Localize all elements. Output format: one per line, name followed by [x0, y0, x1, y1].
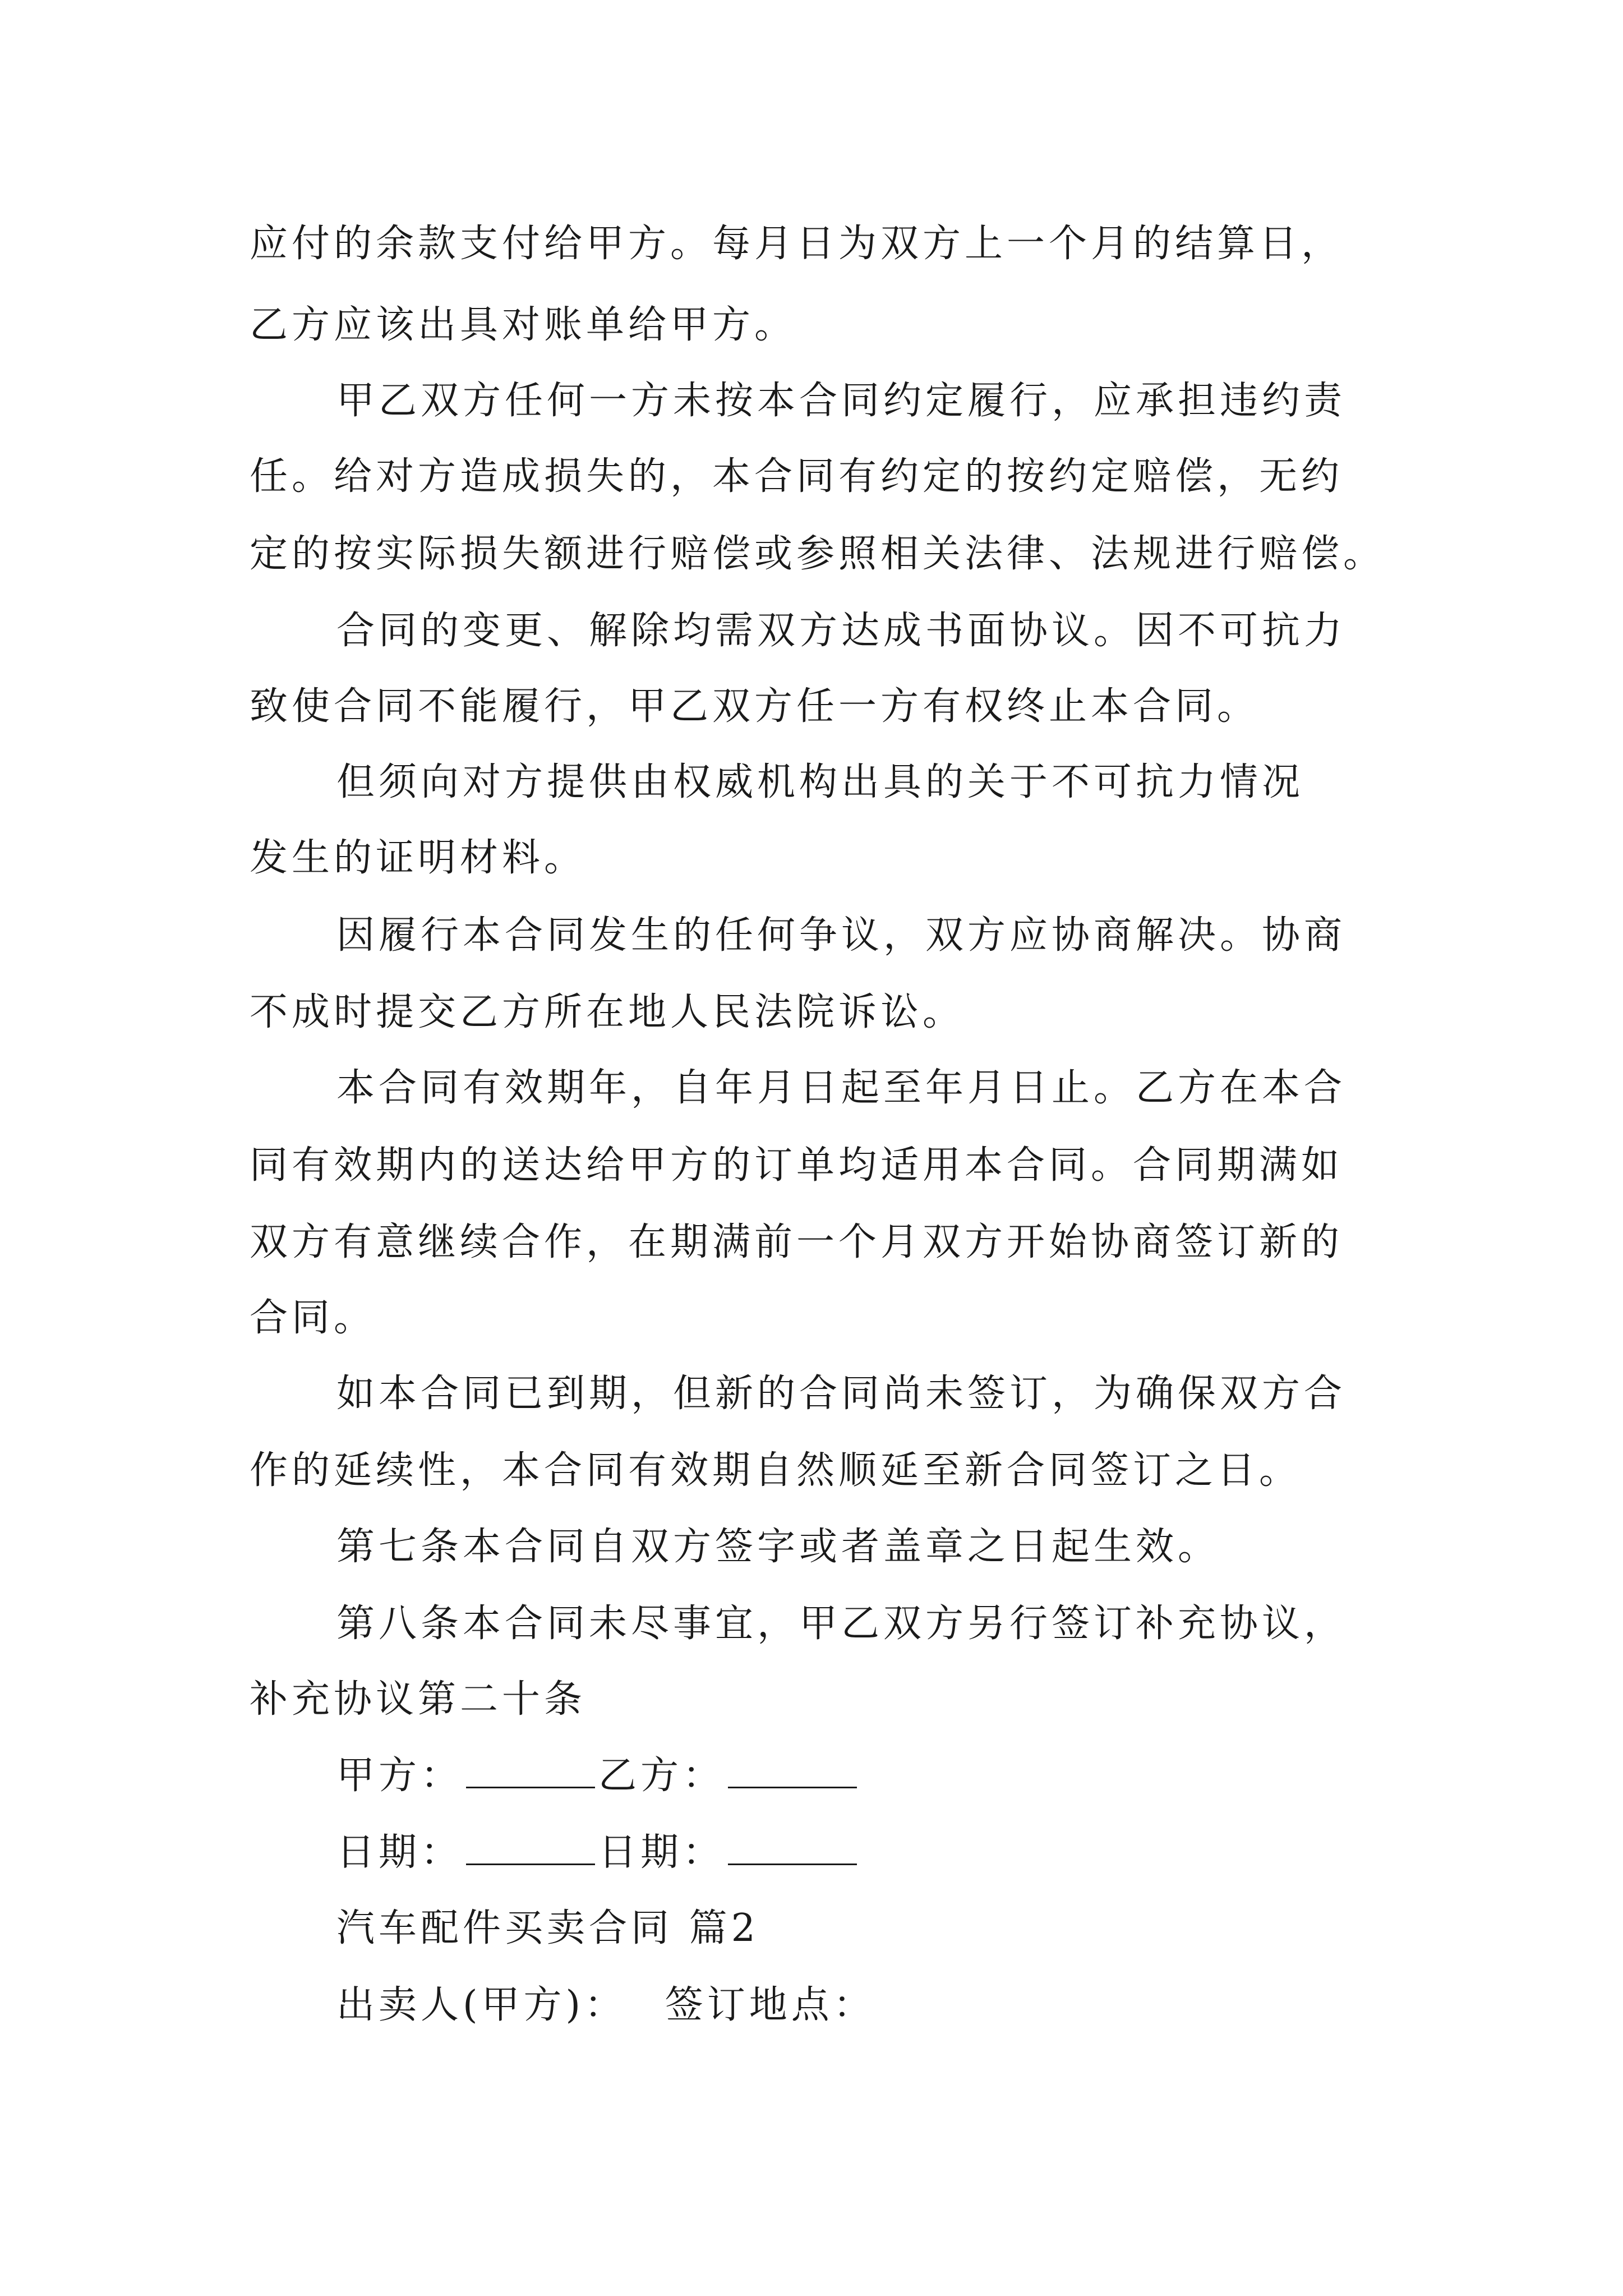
- paragraph-line: 任。给对方造成损失的，本合同有约定的按约定赔偿，无约: [250, 454, 1344, 499]
- party-b-blank: [728, 1753, 857, 1788]
- paragraph-line: 第八条本合同未尽事宜，甲乙双方另行签订补充协议，: [336, 1602, 1347, 1646]
- signature-row-parties: [336, 1753, 1486, 1798]
- paragraph-line: 但须向对方提供由权威机构出具的关于不可抗力情况: [336, 760, 1304, 804]
- party-a-blank: [466, 1753, 595, 1788]
- paragraph-line: 作的延续性，本合同有效期自然顺延至新合同签订之日。: [250, 1448, 1302, 1493]
- sign-place-label: 签订地点：: [665, 1983, 875, 2027]
- paragraph-line: 因履行本合同发生的任何争议，双方应协商解决。协商: [336, 913, 1347, 958]
- paragraph-line: 应付的余款支付给甲方。每月日为双方上一个月的结算日，: [250, 222, 1344, 266]
- date-a-label: 日期：: [336, 1830, 463, 1875]
- date-a-blank: [466, 1830, 595, 1865]
- paragraph-line: 甲乙双方任何一方未按本合同约定履行，应承担违约责: [336, 379, 1347, 423]
- paragraph-line: 双方有意继续合作，在期满前一个月双方开始协商签订新的: [250, 1220, 1344, 1264]
- party-a-label: 甲方：: [336, 1754, 463, 1798]
- paragraph-line: 合同的变更、解除均需双方达成书面协议。因不可抗力: [336, 609, 1347, 653]
- section-title: 汽车配件买卖合同 篇2: [336, 1906, 759, 1950]
- date-b-blank: [728, 1830, 857, 1865]
- paragraph-line: 本合同有效期年，自年月日起至年月日止。乙方在本合: [336, 1066, 1347, 1110]
- paragraph-line: 同有效期内的送达给甲方的订单均适用本合同。合同期满如: [250, 1143, 1344, 1188]
- paragraph-line: 补充协议第二十条: [250, 1677, 587, 1722]
- paragraph-line: 如本合同已到期，但新的合同尚未签订，为确保双方合: [336, 1372, 1347, 1416]
- seller-row: [336, 1983, 1486, 2028]
- paragraph-line: 第七条本合同自双方签字或者盖章之日起生效。: [336, 1525, 1220, 1569]
- party-b-label: 乙方：: [598, 1754, 725, 1798]
- paragraph-line: 致使合同不能履行，甲乙双方任一方有权终止本合同。: [250, 684, 1260, 729]
- seller-label: 出卖人(甲方)：: [336, 1983, 627, 2027]
- paragraph-line: 发生的证明材料。: [250, 836, 587, 880]
- signature-row-dates: [336, 1830, 1486, 1875]
- paragraph-line: 合同。: [250, 1296, 376, 1340]
- paragraph-line: 定的按实际损失额进行赔偿或参照相关法律、法规进行赔偿。: [250, 532, 1386, 576]
- paragraph-line: 不成时提交乙方所在地人民法院诉讼。: [250, 990, 965, 1034]
- date-b-label: 日期：: [598, 1830, 725, 1875]
- paragraph-line: 乙方应该出具对账单给甲方。: [250, 303, 797, 347]
